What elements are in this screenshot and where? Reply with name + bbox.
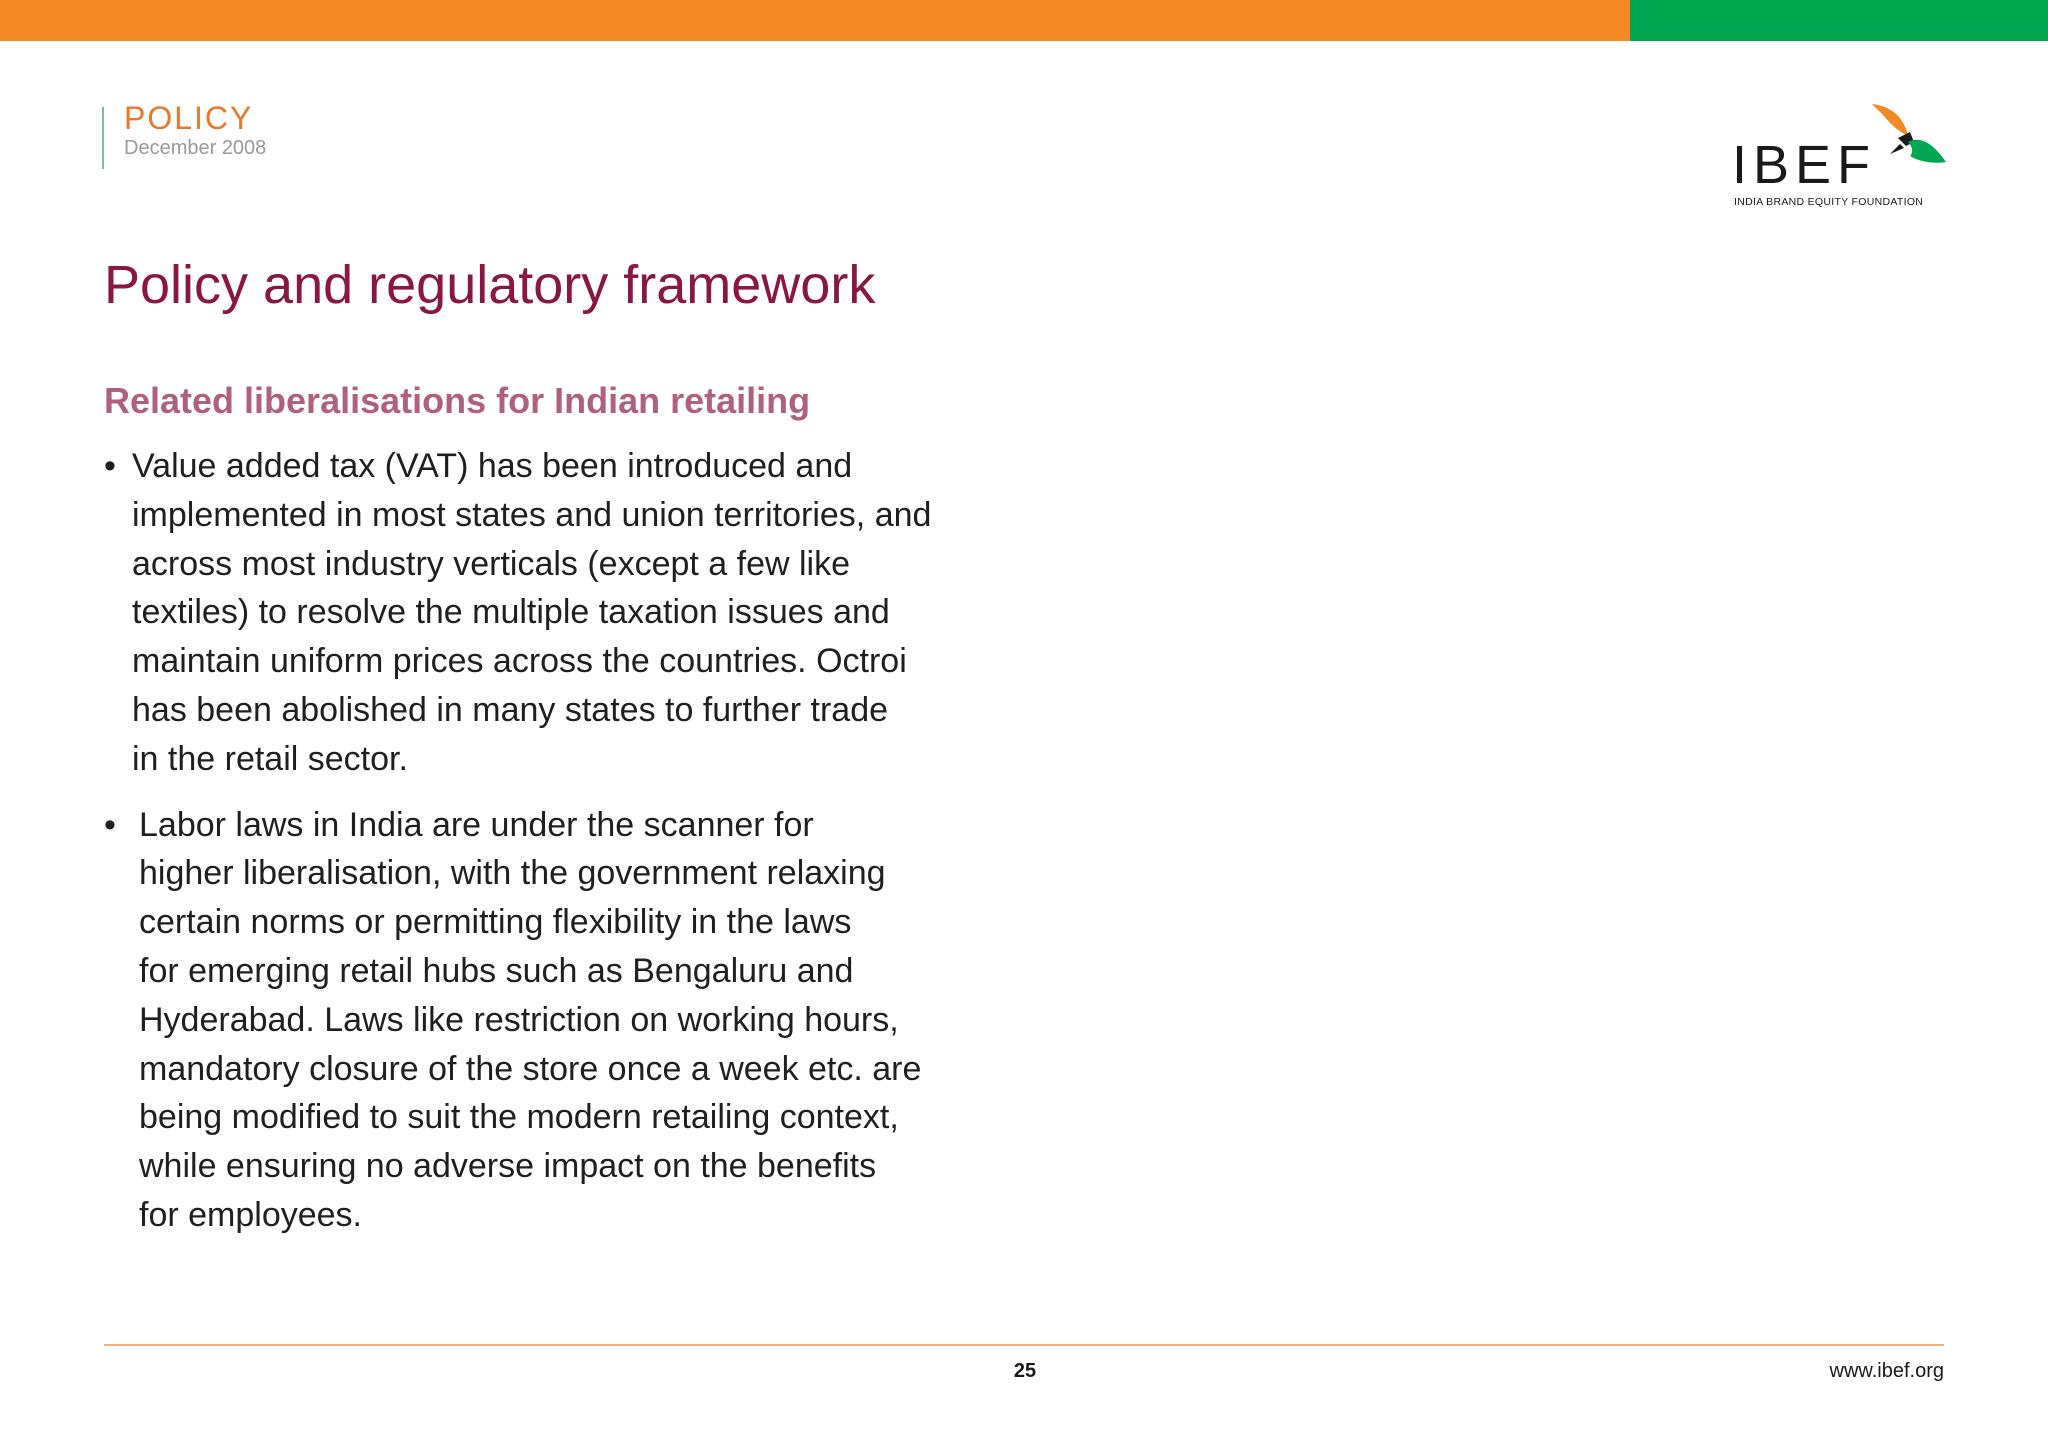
section-subheading: Related liberalisations for Indian retailing	[104, 380, 811, 421]
bullet-item	[104, 442, 1004, 784]
top-bar-orange	[0, 0, 1630, 41]
bullet-line: being modified to suit the modern retailing context,	[139, 1098, 899, 1137]
section-marker	[102, 107, 104, 169]
bullet-line: certain norms or permitting flexibility in the laws	[139, 903, 852, 942]
bullet-dot: •	[104, 805, 116, 844]
bullet-line: mandatory closure of the store once a week etc. are	[139, 1049, 922, 1088]
bullet-line: Labor laws in India are under the scanner for	[139, 805, 814, 844]
bullet-line: implemented in most states and union territories, and	[132, 495, 932, 534]
top-bar-green	[1630, 0, 2048, 41]
bullet-line: across most industry verticals (except a few like	[132, 544, 851, 583]
bullet-line: while ensuring no adverse impact on the benefits	[139, 1147, 877, 1186]
logo-subtitle: INDIA BRAND EQUITY FOUNDATION	[1734, 196, 1924, 208]
page-number: 25	[1013, 1360, 1037, 1382]
bullet-line: in the retail sector.	[132, 739, 408, 778]
bullet-item	[104, 801, 1004, 1240]
ibef-logo	[1730, 100, 1946, 212]
page-title: Policy and regulatory framework	[104, 255, 876, 315]
footer-divider	[104, 1344, 1944, 1346]
section-date: December 2008	[124, 137, 267, 159]
bullet-line: has been abolished in many states to further trade	[132, 690, 889, 729]
bullet-line: textiles) to resolve the multiple taxation issues and	[132, 593, 890, 632]
section-label: POLICY	[124, 100, 254, 136]
footer-website-link[interactable]: www.ibef.org	[1829, 1360, 1944, 1382]
bullet-line: Value added tax (VAT) has been introduced and	[132, 447, 853, 485]
bullet-line: higher liberalisation, with the government relaxing	[139, 854, 886, 893]
bullet-dot: •	[104, 447, 116, 485]
bullet-list	[104, 442, 1004, 1257]
logo-text: IBEF	[1732, 135, 1877, 195]
bullet-line: for emerging retail hubs such as Bengaluru and	[139, 951, 854, 990]
bullet-line: Hyderabad. Laws like restriction on working hours,	[139, 1000, 899, 1039]
bullet-line: maintain uniform prices across the countries. Octroi	[132, 642, 907, 681]
bird-icon	[1870, 102, 1946, 182]
bullet-line: for employees.	[139, 1195, 362, 1234]
